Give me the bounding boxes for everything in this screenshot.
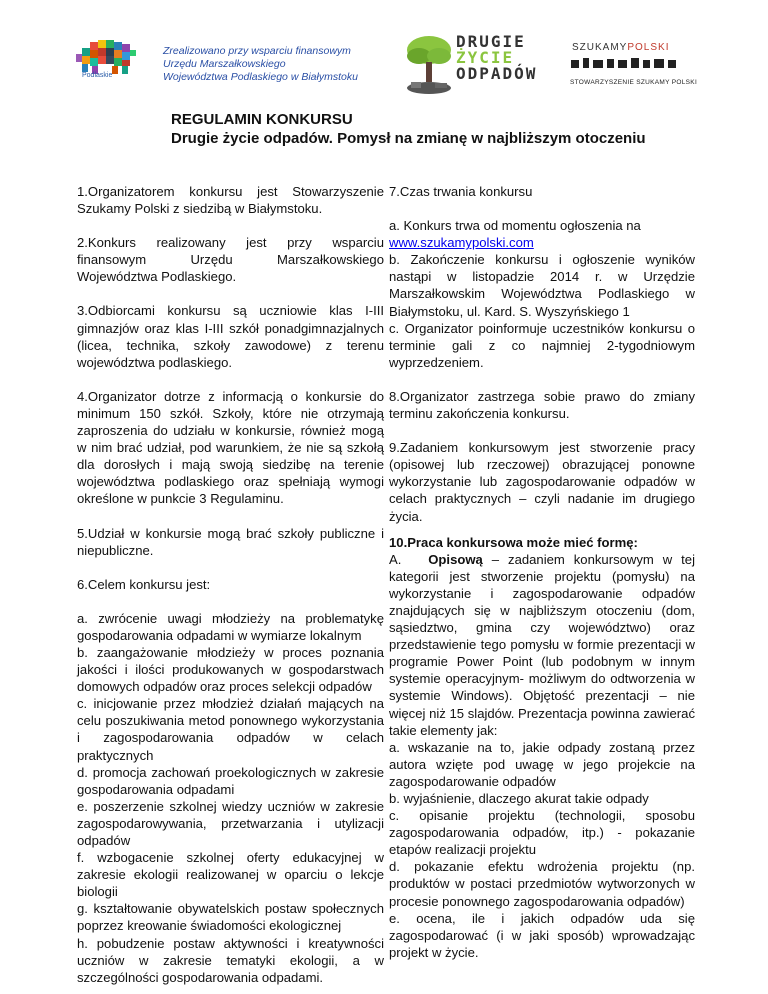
list-item: a. zwrócenie uwagi młodzieży na problematykę gospodarowania odpadami w wymiarze lokalnym	[77, 610, 384, 643]
list-item: f. wzbogacenie szkolnej oferty edukacyjnej w zakresie ekologii realizowanej w oparciu o lekcje biologii	[77, 850, 384, 900]
list-item: b. wyjaśnienie, dlaczego akurat takie odpady	[389, 791, 649, 806]
paragraph: 2.Konkurs realizowany jest przy wsparciu finansowym Urzędu Marszałkowskiego Województwa Podlaskiego.	[77, 235, 384, 285]
funding-line: Zrealizowano przy wsparciu finansowym	[163, 45, 351, 57]
list-item: c. opisanie projektu (technologii, sposobu zagospodarowania odpadów, itp.) - pokazanie etapów realizacji projektu	[389, 808, 695, 858]
page-header	[0, 0, 768, 100]
paragraph	[389, 551, 695, 739]
paragraph: b. Zakończenie konkursu i ogłoszenie wyników nastąpi w listopadzie 2014 r. w Urzędzie Marszałkowskim Województwa Podlaskiego w Białymstoku, ul. Kard. S. Wyszyńskiego 1	[389, 252, 695, 319]
paragraph: a. Konkurs trwa od momentu ogłoszenia na	[389, 218, 641, 234]
list-item: e. poszerzenie szkolnej wiedzy uczniów w zakresie zagospodarowywania, przetwarzania i utylizacji odpadów	[77, 798, 384, 848]
podlaskie-bison-logo	[70, 36, 160, 88]
paragraph: 5.Udział w konkursie mogą brać szkoły publiczne i niepubliczne.	[77, 525, 384, 558]
item-lead: A.	[389, 551, 402, 567]
podlaskie-label: Podlaskie	[82, 72, 113, 79]
list-item: g. kształtowanie obywatelskich postaw społecznych poprzez kreowanie świadomości ekologicznej	[77, 901, 384, 934]
szukamy-polski-wordmark	[572, 42, 669, 53]
paragraph: 8.Organizator zastrzega sobie prawo do zmiany terminu zakończenia konkursu.	[389, 388, 695, 422]
paragraph: c. Organizator poinformuje uczestników konkursu o terminie gali z co najmniej 2-tygodniowym wyprzedzeniem.	[389, 320, 695, 370]
right-column	[389, 183, 695, 961]
paragraph	[389, 234, 695, 251]
title-line: Drugie życie odpadów. Pomysł na zmianę w najbliższym otoczeniu	[171, 130, 646, 147]
list-item: c. inicjowanie przez młodzież działań mających na celu poszukiwania metod ponownego wykorzystania i zagospodarowania odpadów w celach praktycznych	[77, 696, 384, 763]
drugie-zycie-wordmark	[456, 34, 537, 82]
title-line: REGULAMIN KONKURSU	[171, 111, 353, 128]
brand-part: POLSKI	[627, 42, 670, 53]
list-item: b. zaangażowanie młodzieży w proces poznania jakości i ilości produkowanych w gospodarstwach domowych odpadów oraz proces selekcji odpadów	[77, 644, 384, 695]
paragraph: 9.Zadaniem konkursowym jest stworzenie pracy (opisowej lub rzeczowej) obrazującej ponowne wykorzystanie lub zagospodarowanie odpadów w celach praktycznych – czyli nadanie im drugiego życia.	[389, 440, 695, 524]
section-heading: 10.Praca konkursowa może mieć formę:	[389, 534, 638, 550]
wordmark-line: ODPADÓW	[456, 64, 538, 83]
funding-line: Urzędu Marszałkowskiego	[163, 58, 286, 70]
list-item: e. ocena, ile i jakich odpadów uda się zagospodarować (i w jaki sposób) wprowadzając projekt w życie.	[389, 910, 695, 960]
item-rest: – zadaniem konkursowym w tej kategorii jest stworzenie projektu (pomysłu) na wykorzystanie i zagospodarowanie odpadów znajdujących się w najbliższym otoczeniu (dom, sąsiedztwo, gmina czy województwo) oraz przedstawienie tego pomysłu w formie prezentacji w programie Power Point (lub podobnym w innym systemie operacyjnym- możliwym do odtworzenia w systemie Windows). Objętość prezentacji – nie więcej niż 15 slajdów. Prezentacja powinna zawierać takie elementy jak:	[389, 551, 696, 738]
list-item: h. pobudzenie postaw aktywności i kreatywności uczniów w zakresie tematyki ekologii, a w szczególności gospodarowania odpadami.	[77, 935, 384, 985]
szukamy-polski-subtitle: STOWARZYSZENIE SZUKAMY POLSKI	[570, 79, 698, 86]
left-column	[77, 183, 384, 986]
paragraph: 4.Organizator dotrze z informacją o konkursie do minimum 150 szkół. Szkoły, które nie otrzymają zaproszenia do udziału w konkursie, również mogą w nim brać udział, pod warunkiem, że nie są szkołą dla dorosłych i mają swoją siedzibę na terenie województwa podlaskiego oraz spełniają wymogi określone w punkcie 3 Regulaminu.	[77, 388, 384, 507]
paragraph: 1.Organizatorem konkursu jest Stowarzyszenie Szukamy Polski z siedzibą w Białymstoku.	[77, 184, 384, 217]
funding-note	[163, 45, 358, 84]
funding-line: Województwa Podlaskiego w Białymstoku	[163, 71, 358, 83]
wordmark-line: DRUGIE	[456, 32, 526, 51]
list-item: a. wskazanie na to, jakie odpady zostaną przez autora wzięte pod uwagę w jego projekcie na zagospodarowanie odpadów	[389, 739, 695, 789]
item-bold: Opisową	[428, 551, 483, 567]
szukamypolski-link[interactable]: www.szukamypolski.com	[389, 235, 534, 251]
list-item: d. pokazanie efektu wdrożenia projektu (np. produktów w postaci przedmiotów wytworzonych w procesie ponownego zagospodarowania odpadów)	[389, 859, 695, 909]
brand-part: SZUKAMY	[572, 42, 628, 53]
paragraph: 7.Czas trwania konkursu	[389, 184, 533, 199]
paragraph: 6.Celem konkursu jest:	[77, 576, 211, 592]
wordmark-line: ŻYCIE	[456, 48, 515, 67]
paragraph: 3.Odbiorcami konkursu są uczniowie klas I-III gimnazjów oraz klas I-III szkół ponadgimnazjalnych (licea, technika, szkoły zawodowe) z terenu województwa podlaskiego.	[77, 303, 384, 370]
document-title	[171, 110, 646, 148]
list-item: d. promocja zachowań proekologicznych w zakresie gospodarowania odpadami	[77, 764, 384, 797]
